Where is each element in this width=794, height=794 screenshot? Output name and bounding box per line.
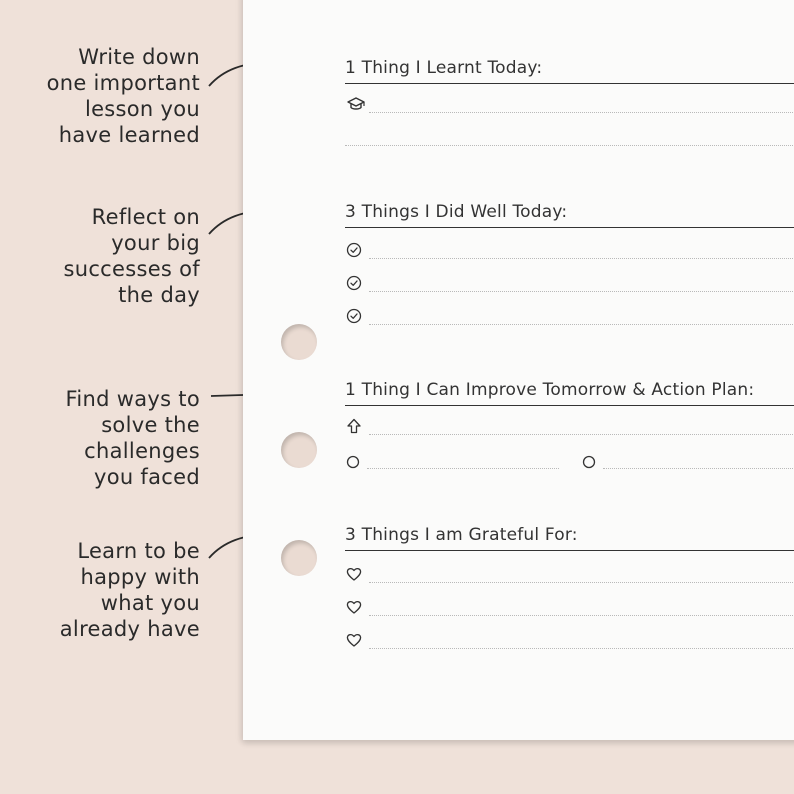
annotation-line: lesson you [84, 97, 200, 121]
check-circle-icon [346, 308, 362, 324]
writing-line[interactable] [345, 145, 794, 146]
annotation-line: Learn to be [77, 539, 200, 563]
binder-hole [281, 432, 317, 468]
annotation-line: you faced [93, 465, 200, 489]
section-rule [345, 405, 794, 406]
circle-icon [346, 455, 360, 469]
annotation-successes [63, 204, 200, 308]
section-title-did-well: 3 Things I Did Well Today: [345, 202, 568, 222]
writing-line[interactable] [369, 434, 794, 435]
heart-icon [346, 632, 362, 648]
heart-icon [346, 599, 362, 615]
annotation-line: happy with [80, 565, 200, 589]
section-title-learnt: 1 Thing I Learnt Today: [345, 58, 543, 78]
binder-hole [281, 540, 317, 576]
annotation-line: challenges [84, 439, 200, 463]
circle-icon [582, 455, 596, 469]
annotation-line: your big [111, 231, 200, 255]
annotation-line: the day [118, 283, 200, 307]
writing-line[interactable] [369, 648, 794, 649]
annotation-line: already have [59, 617, 200, 641]
annotation-challenges [66, 386, 200, 490]
section-rule [345, 550, 794, 551]
heart-icon [346, 566, 362, 582]
writing-line[interactable] [367, 468, 559, 469]
annotation-line: Find ways to [65, 387, 200, 411]
annotation-line: Reflect on [91, 205, 200, 229]
writing-line[interactable] [369, 615, 794, 616]
annotation-grateful [60, 538, 200, 642]
annotation-line: successes of [63, 257, 200, 281]
annotation-line: have learned [58, 123, 200, 147]
annotation-lesson [47, 44, 200, 148]
check-circle-icon [346, 275, 362, 291]
writing-line[interactable] [369, 258, 794, 259]
section-title-grateful: 3 Things I am Grateful For: [345, 525, 578, 545]
section-title-improve: 1 Thing I Can Improve Tomorrow & Action Plan: [345, 380, 755, 400]
annotation-line: what you [100, 591, 200, 615]
writing-line[interactable] [603, 468, 794, 469]
writing-line[interactable] [369, 582, 794, 583]
journal-page [243, 0, 794, 740]
writing-line[interactable] [369, 324, 794, 325]
section-rule [345, 227, 794, 228]
annotation-line: Write down [78, 45, 200, 69]
writing-line[interactable] [369, 112, 794, 113]
annotation-line: solve the [101, 413, 200, 437]
binder-hole [281, 324, 317, 360]
graduation-cap-icon [346, 96, 366, 112]
writing-line[interactable] [369, 291, 794, 292]
annotation-line: one important [46, 71, 200, 95]
section-rule [345, 83, 794, 84]
arrow-up-icon [346, 418, 362, 434]
check-circle-icon [346, 242, 362, 258]
